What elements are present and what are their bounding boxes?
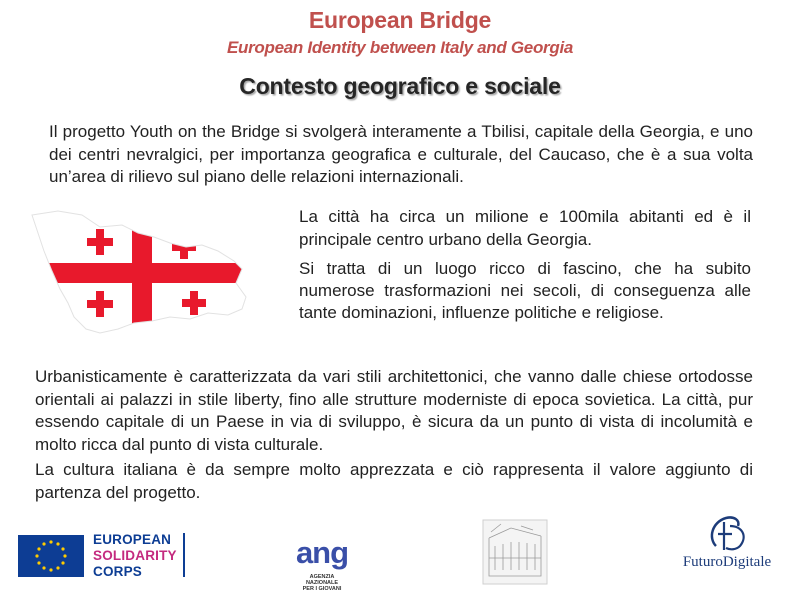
page-title: European Bridge	[308, 7, 492, 33]
culture-paragraph: La cultura italiana è da sempre molto apprezzata e ciò rappresenta il valore aggiunto di partenza del progetto.	[35, 460, 753, 502]
urbanism-paragraph: Urbanisticamente è caratterizzata da vari stili architettonici, che vanno dalle chiese ortodosse orientali ai palazzi in stile liberty, fino alle strutture moderniste di epoca sovietica. La città, pur essendo capitale di un Paese in via di sviluppo, è sicura da un punto di vista di incolumità e molto ricca dal punto di vista culturale.	[35, 367, 753, 454]
georgia-flag-map-icon	[30, 205, 302, 337]
esc-divider	[183, 533, 185, 577]
esc-line-3: CORPS	[93, 564, 143, 579]
intro-paragraph: Il progetto Youth on the Bridge si svolgerà interamente a Tbilisi, capitale della Georgia, e uno dei centri nevralgici, per importanza geografica e culturale, del Caucaso, che è a sua volta un’area di rilievo sul piano delle relazioni internazionali.	[49, 122, 753, 186]
futuro-digitale-logo-icon	[668, 508, 786, 592]
population-paragraph: La città ha circa un milione e 100mila abitanti ed è il principale centro urbano della Georgia.	[299, 207, 751, 249]
futuro-digitale-mark-icon	[668, 508, 786, 556]
partner-logos	[0, 500, 800, 600]
ang-caption-line-1: AGENZIA	[309, 574, 335, 580]
eu-flag-icon	[18, 535, 84, 577]
section-heading: Contesto geografico e sociale	[239, 73, 561, 99]
futuro-digitale-name: FuturoDigitale	[682, 554, 772, 570]
ang-caption-line-3: PER I GIOVANI	[302, 586, 342, 592]
ang-logo	[282, 530, 362, 600]
esc-line-2: SOLIDARITY	[93, 548, 177, 563]
building-sketch-icon	[481, 518, 549, 586]
page-subtitle: European Identity between Italy and Georgia	[226, 38, 574, 57]
ang-logo-name: ang	[295, 535, 349, 570]
esc-line-1: EUROPEAN	[93, 532, 172, 547]
ang-caption-line-2: NAZIONALE	[305, 580, 339, 586]
history-paragraph: Si tratta di un luogo ricco di fascino, che ha subito numerose trasformazioni nei secoli, di conseguenza alle tante dominazioni, influenze politiche e religiose.	[299, 259, 751, 322]
ang-logo-caption	[282, 574, 362, 592]
esc-logo-text	[93, 532, 177, 580]
